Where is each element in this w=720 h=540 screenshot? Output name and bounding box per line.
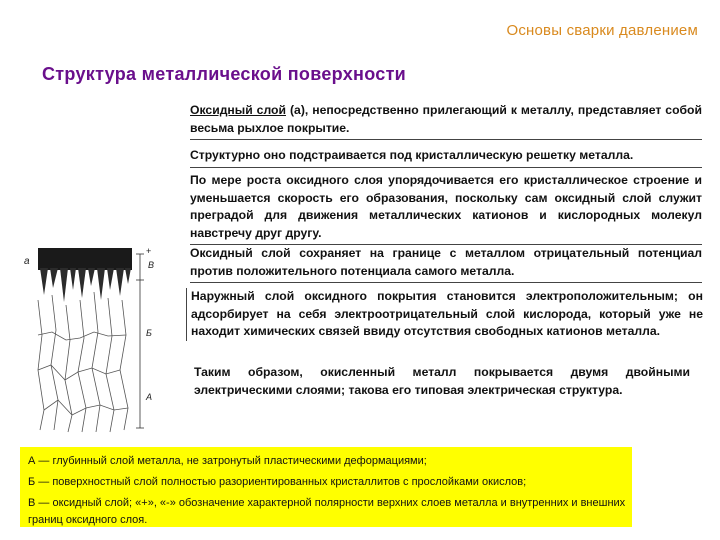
surface-structure-figure [18,240,160,435]
paragraph-outer-layer: Наружный слой оксидного покрытия становится электроположительным; он адсорбирует на себя электроотрицательный слой кислорода, который уже не находит химических связей ввиду отсутствия свободных катионов металла. [186,288,703,341]
oxide-layer-text: (а), непосредственно прилегающий к металлу, представляет собой весьма рыхлое покрытие. [190,103,702,135]
oxide-layer-term: Оксидный слой [190,103,286,117]
oxide-band [38,248,132,270]
legend-b: Б — поверхностный слой полностью разориентированных кристаллитов с прослойками окислов; [28,476,527,488]
label-v: В [148,260,155,270]
paragraph-potential: Оксидный слой сохраняет на границе с металлом отрицательный потенциал против положительного потенциала самого металла. [190,245,702,283]
legend-v: В — оксидный слой; «+», «-» обозначение характерной полярности верхних слоев металла и внутренних и внешних границ оксидного слоя. [28,497,626,526]
label-a: а [24,256,30,267]
paragraph-structure: Структурно оно подстраивается под кристаллическую решетку металла. [190,147,702,168]
paragraph-oxide-layer [190,102,702,140]
header-title: Основы сварки давлением [506,22,698,39]
slide-title: Структура металлической поверхности [42,64,407,84]
paragraph-conclusion: Таким образом, окисленный металл покрывается двумя двойными электрическими слоями; такова его типовая электрическая структура. [194,365,690,397]
oxide-columns [40,268,131,302]
grain-lines [38,292,128,432]
legend-a: А — глубинный слой металла, не затронутый пластическими деформациями; [28,455,427,467]
label-big-a: А [146,392,153,402]
label-plus: + [146,246,152,256]
legend-box [20,447,632,527]
paragraph-growth: По мере роста оксидного слоя упорядочивается его кристаллическое строение и уменьшается скорость его образования, поскольку сам оксидный слой служит преградой для движения металлических катионов и кислородных молекул навстречу друг другу. [190,172,702,245]
label-b: Б [146,328,152,338]
